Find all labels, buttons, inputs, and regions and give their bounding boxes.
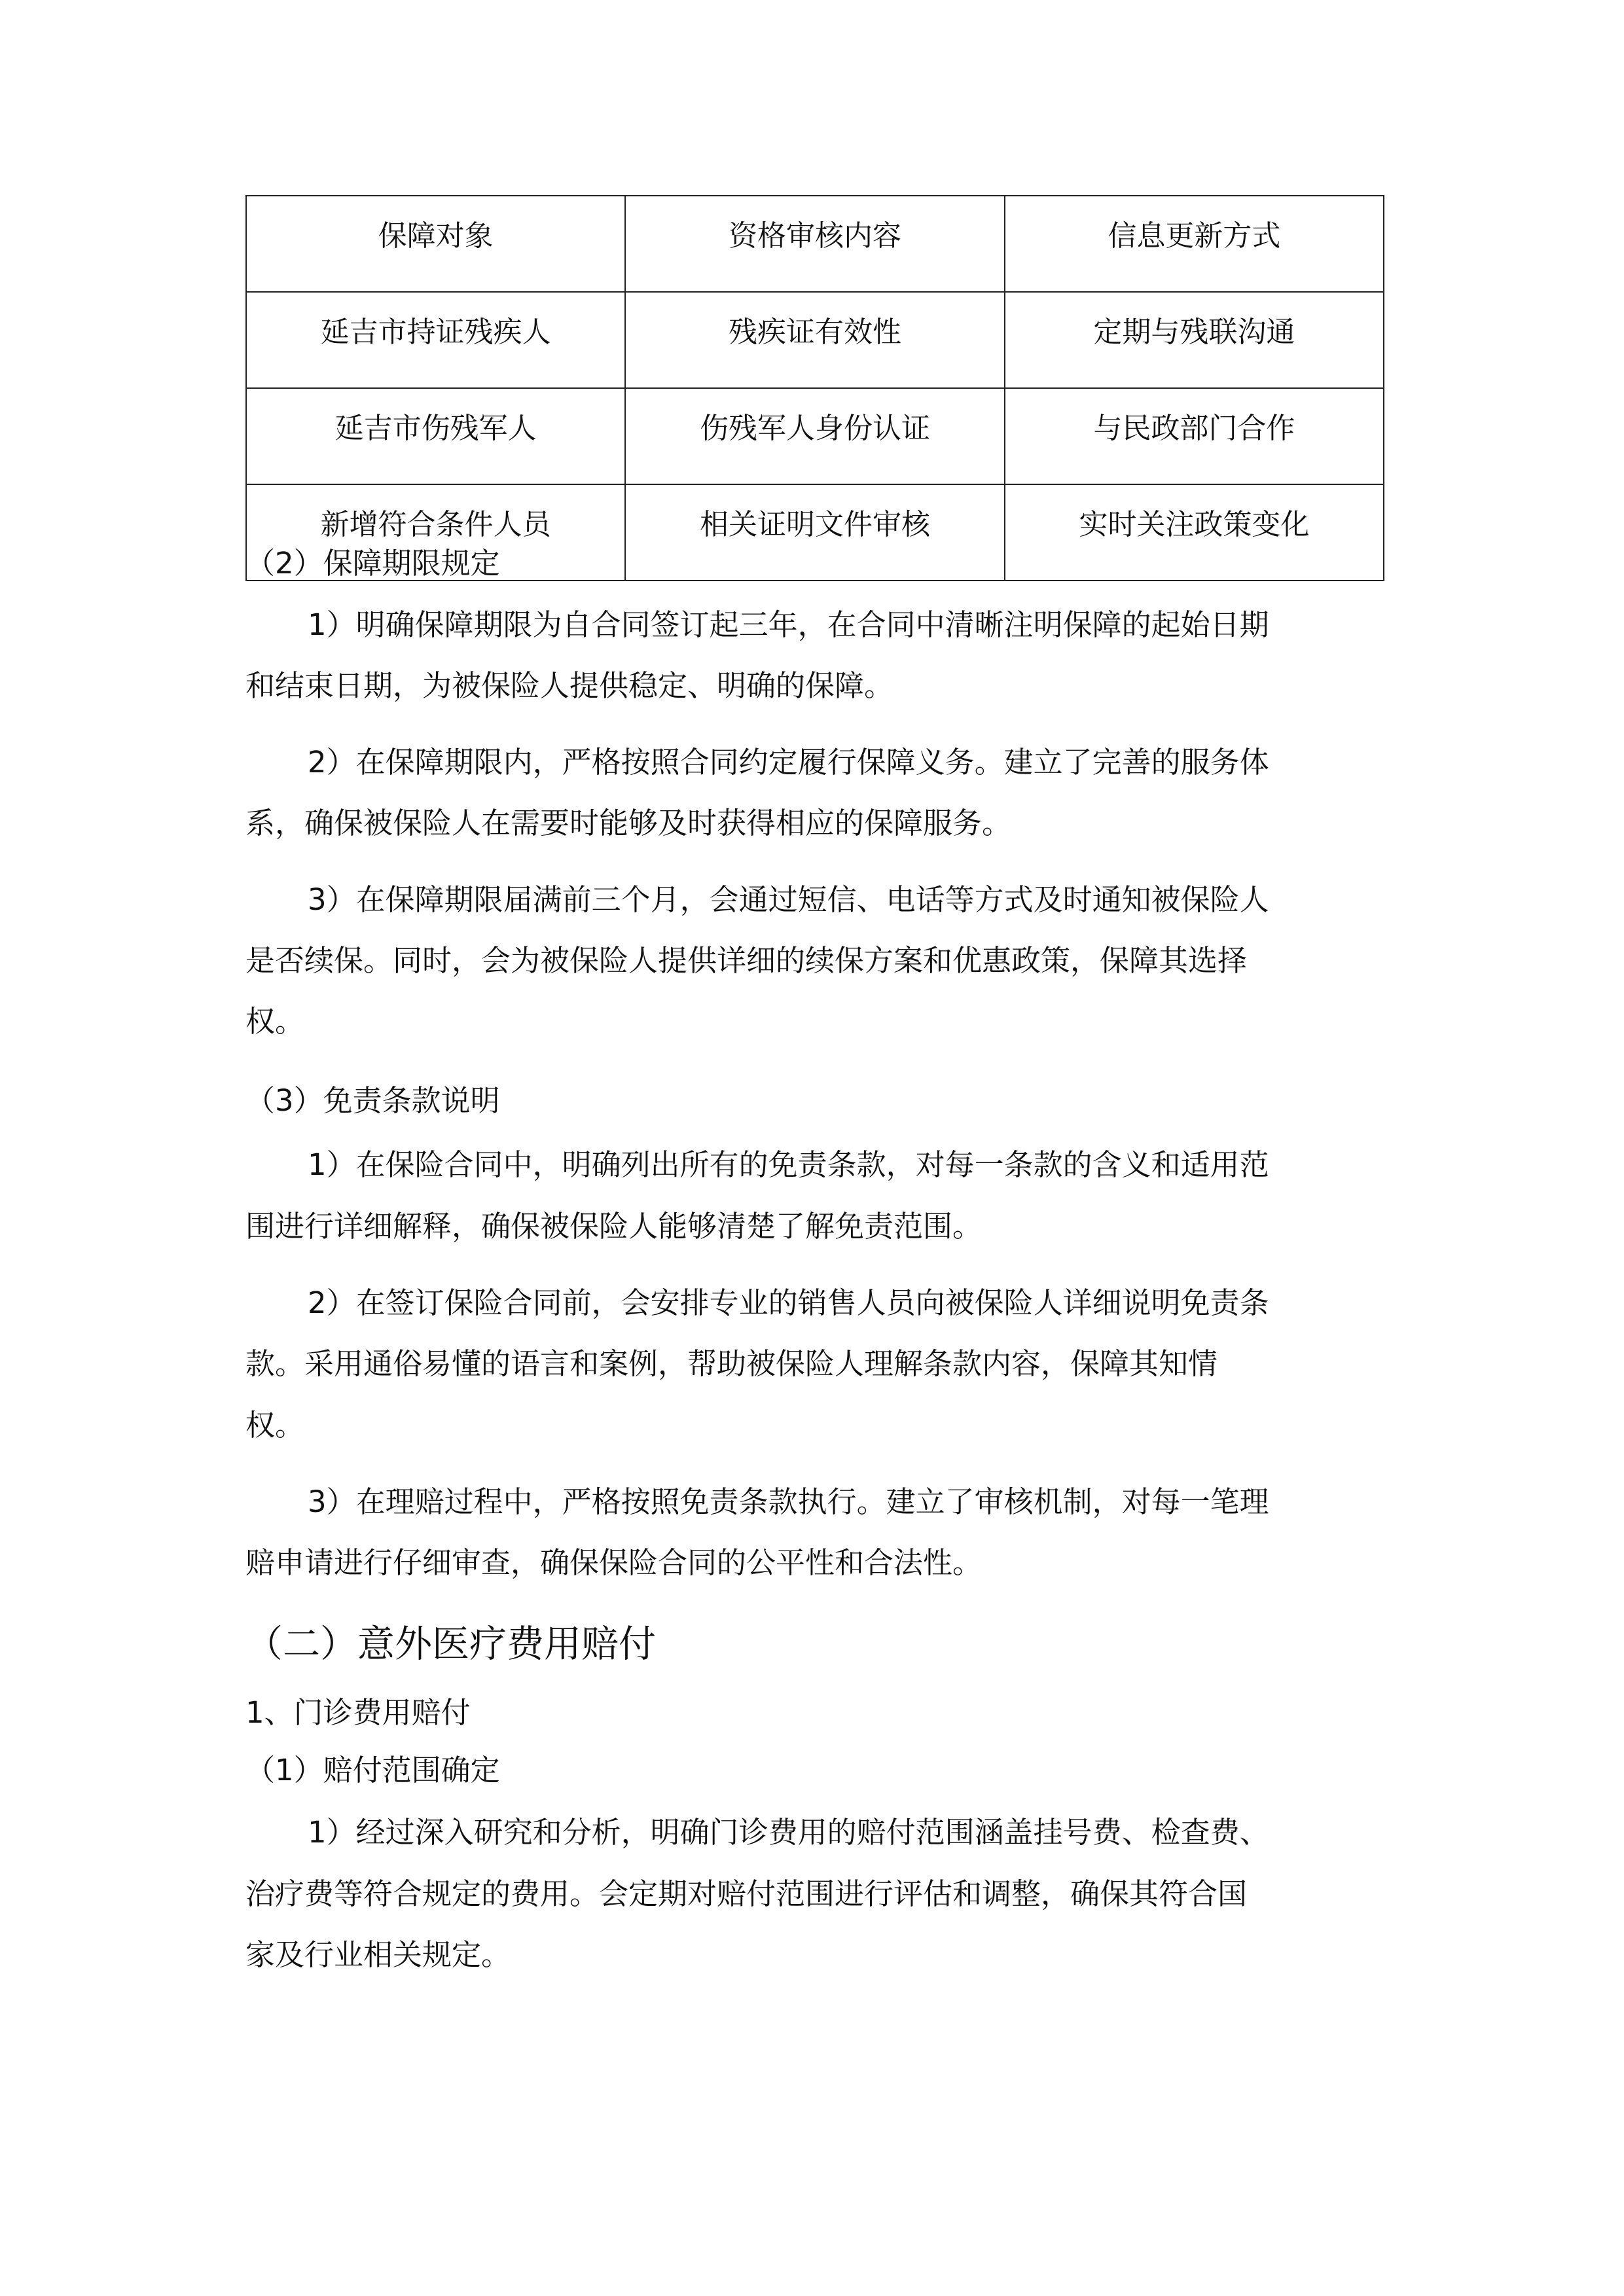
subsubsection-heading: （1）赔付范围确定 [245, 1753, 500, 1787]
section-heading: （2）保障期限规定 [245, 546, 500, 581]
paragraph-line: 权。 [245, 1408, 305, 1443]
table-row [246, 292, 1384, 388]
table-row [246, 196, 1384, 292]
paragraph-line: 1）明确保障期限为自合同签订起三年，在合同中清晰注明保障的起始日期 [308, 607, 1269, 642]
coverage-table [245, 195, 1384, 581]
chapter-heading: （二）意外医疗费用赔付 [245, 1623, 656, 1666]
section-heading: （3）免责条款说明 [245, 1083, 500, 1118]
table-cell: 相关证明文件审核 [625, 484, 1004, 581]
table-cell: 定期与残联沟通 [1005, 292, 1384, 388]
table-cell: 延吉市持证残疾人 [246, 292, 625, 388]
paragraph-line: 是否续保。同时，会为被保险人提供详细的续保方案和优惠政策，保障其选择 [245, 943, 1248, 978]
table-cell: 残疾证有效性 [625, 292, 1004, 388]
table-header-cell: 信息更新方式 [1005, 196, 1384, 292]
paragraph-line: 围进行详细解释，确保被保险人能够清楚了解免责范围。 [245, 1209, 983, 1244]
table-cell: 与民政部门合作 [1005, 388, 1384, 484]
paragraph-line: 和结束日期，为被保险人提供稳定、明确的保障。 [245, 668, 894, 703]
paragraph-line: 系，确保被保险人在需要时能够及时获得相应的保障服务。 [245, 806, 1012, 840]
paragraph-line: 3）在保障期限届满前三个月，会通过短信、电话等方式及时通知被保险人 [308, 882, 1269, 917]
table-cell: 实时关注政策变化 [1005, 484, 1384, 581]
subsection-heading: 1、门诊费用赔付 [245, 1695, 471, 1730]
paragraph-line: 1）在保险合同中，明确列出所有的免责条款，对每一条款的含义和适用范 [308, 1147, 1269, 1182]
table-header-cell: 保障对象 [246, 196, 625, 292]
table-cell: 伤残军人身份认证 [625, 388, 1004, 484]
table-cell: 延吉市伤残军人 [246, 388, 625, 484]
table-cell: 新增符合条件人员 [246, 484, 625, 581]
paragraph-line: 2）在签订保险合同前，会安排专业的销售人员向被保险人详细说明免责条 [308, 1285, 1269, 1320]
table-header-cell: 资格审核内容 [625, 196, 1004, 292]
table-row [246, 388, 1384, 484]
paragraph-line: 家及行业相关规定。 [245, 1937, 511, 1972]
paragraph-line: 款。采用通俗易懂的语言和案例，帮助被保险人理解条款内容，保障其知情 [245, 1346, 1218, 1381]
paragraph-line: 3）在理赔过程中，严格按照免责条款执行。建立了审核机制，对每一笔理 [308, 1484, 1269, 1519]
paragraph-line: 赔申请进行仔细审查，确保保险合同的公平性和合法性。 [245, 1545, 983, 1580]
paragraph-line: 权。 [245, 1004, 305, 1039]
paragraph-line: 1）经过深入研究和分析，明确门诊费用的赔付范围涵盖挂号费、检查费、 [308, 1815, 1269, 1850]
paragraph-line: 治疗费等符合规定的费用。会定期对赔付范围进行评估和调整，确保其符合国 [245, 1876, 1248, 1911]
paragraph-line: 2）在保障期限内，严格按照合同约定履行保障义务。建立了完善的服务体 [308, 745, 1269, 780]
